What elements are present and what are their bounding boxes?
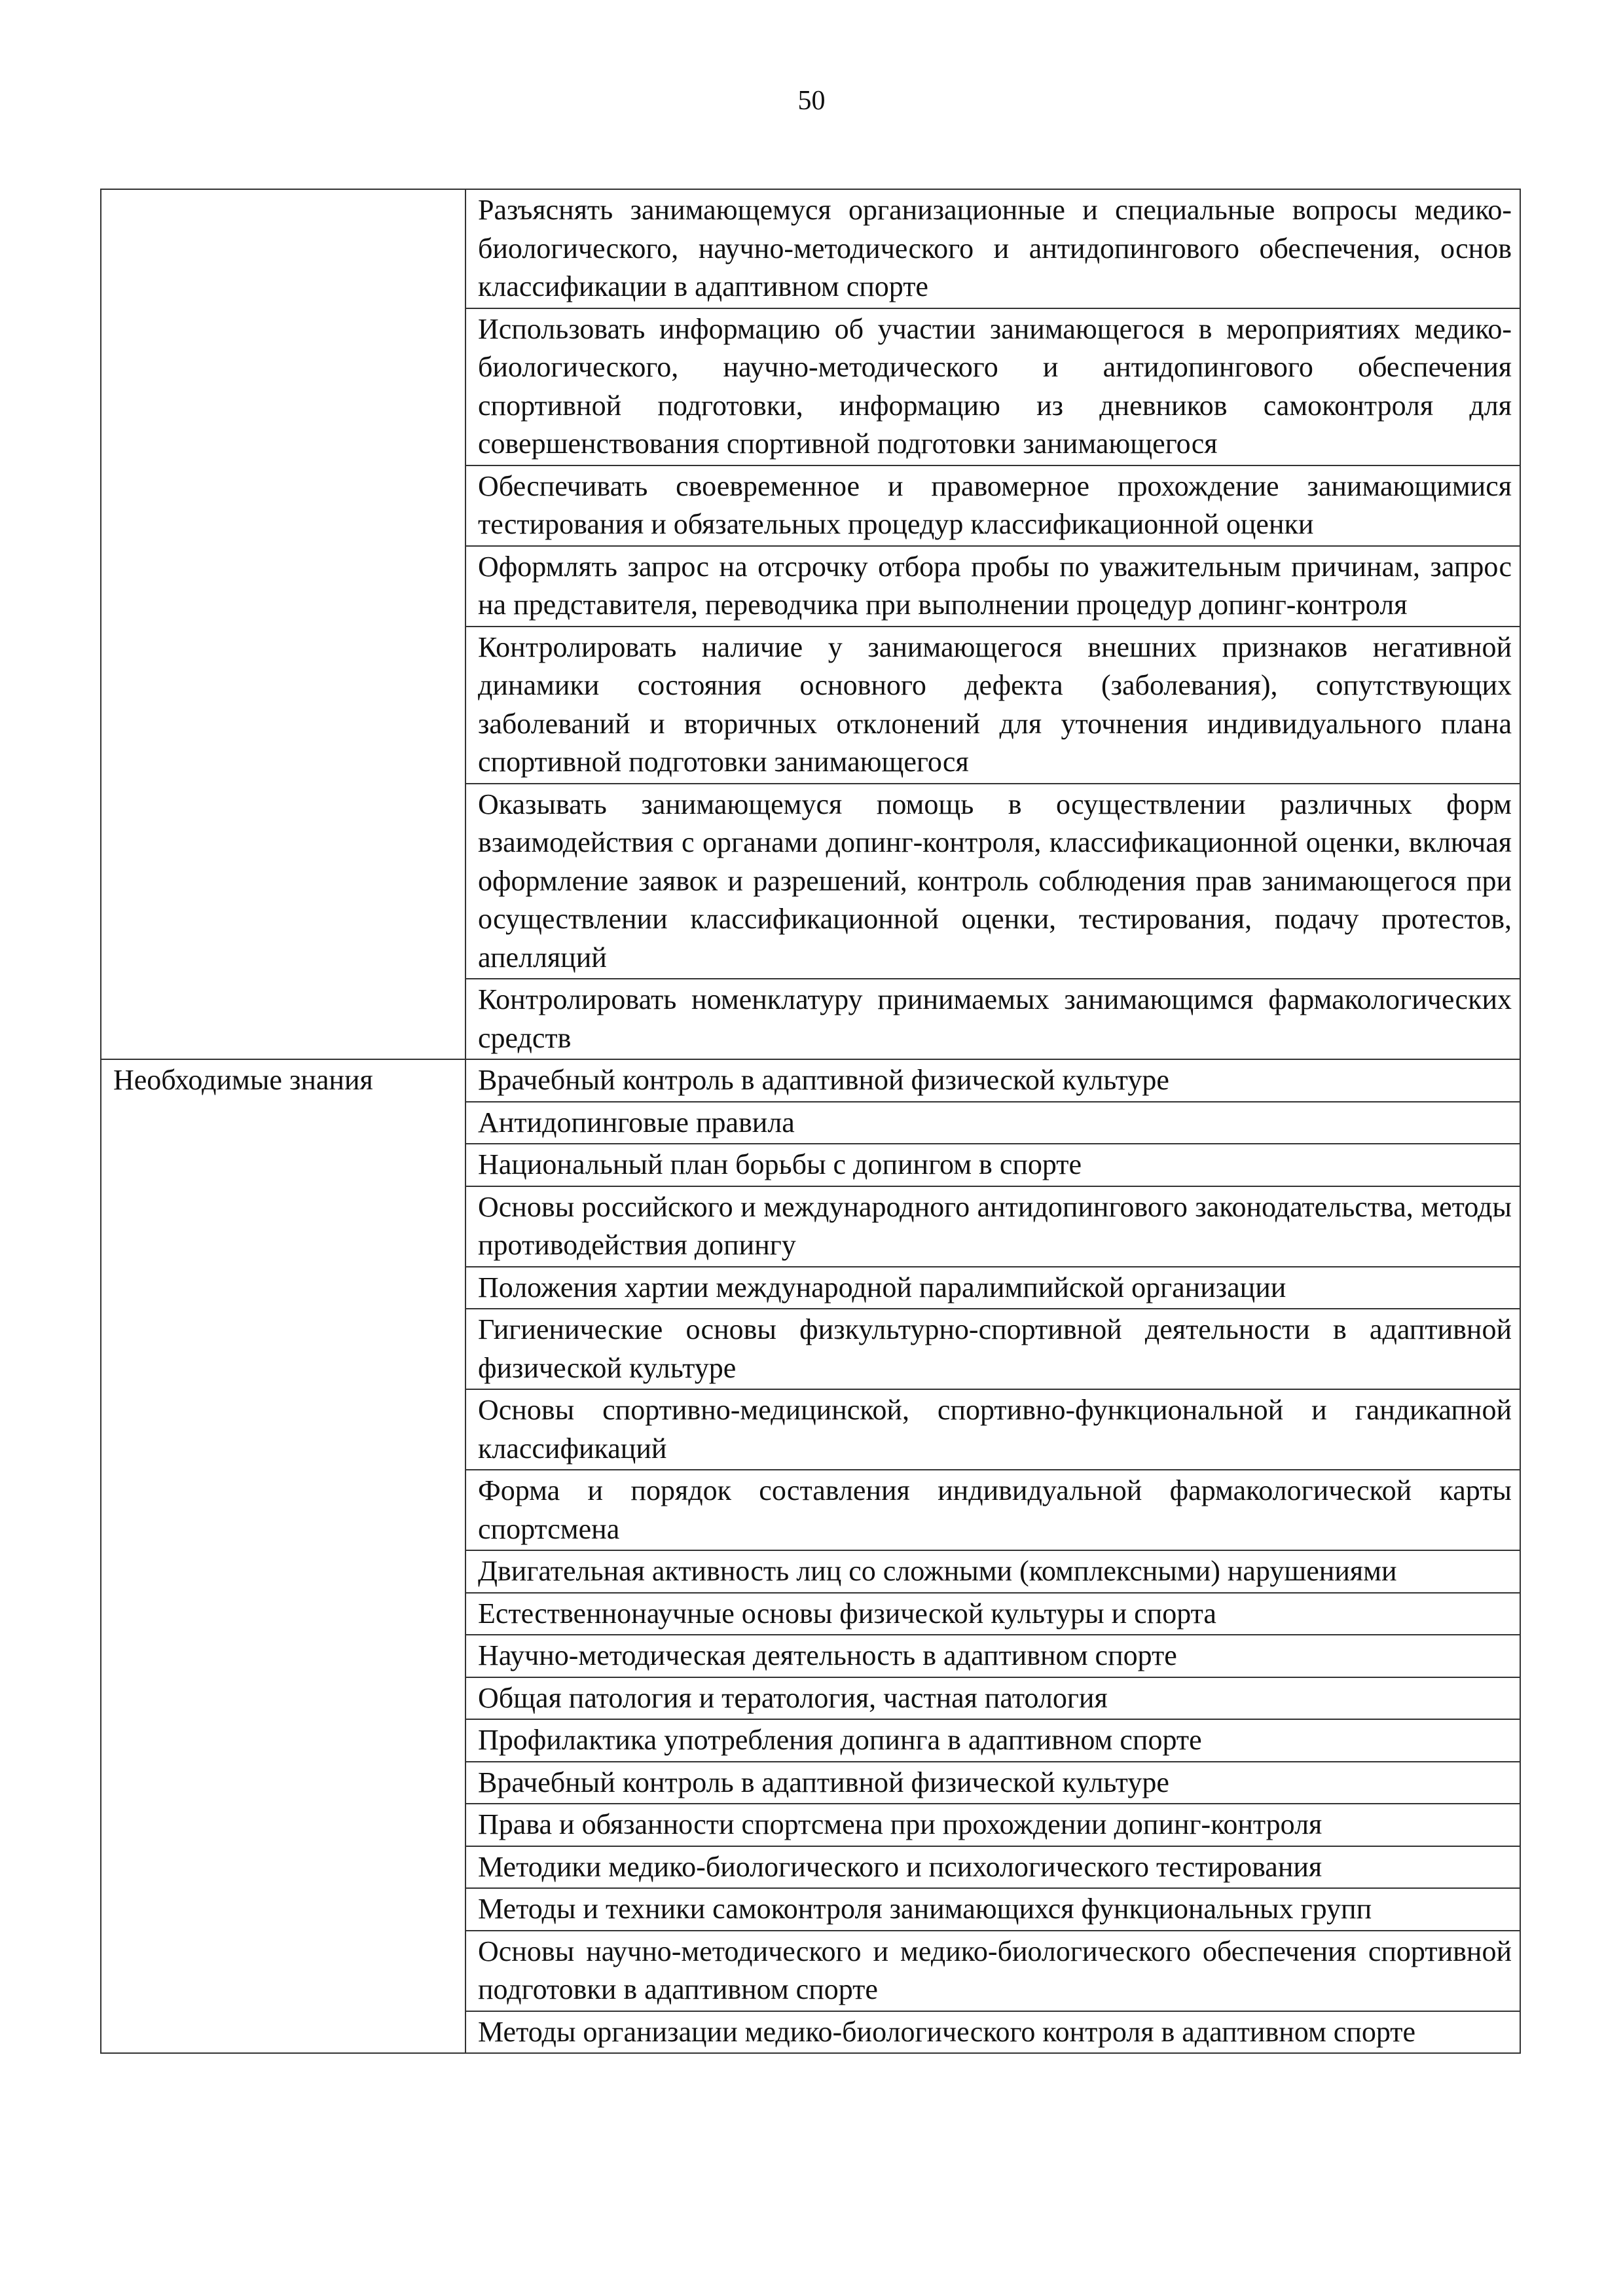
knowledge-item: Основы спортивно-медицинской, спортивно-функциональной и гандикапной классификаций xyxy=(465,1389,1520,1470)
knowledge-item: Основы российского и международного антидопингового законодательства, методы противодействия допингу xyxy=(465,1186,1520,1267)
knowledge-item: Права и обязанности спортсмена при прохождении допинг-контроля xyxy=(465,1804,1520,1846)
knowledge-item: Естественнонаучные основы физической культуры и спорта xyxy=(465,1593,1520,1635)
page-number: 50 xyxy=(797,86,826,116)
competency-table xyxy=(100,189,1521,2054)
skill-item: Обеспечивать своевременное и правомерное прохождение занимающимися тестирования и обязательных процедур классификационной оценки xyxy=(465,465,1520,546)
table-row xyxy=(101,1059,1520,1102)
knowledge-item: Методы и техники самоконтроля занимающихся функциональных групп xyxy=(465,1888,1520,1931)
skill-item: Оформлять запрос на отсрочку отбора пробы по уважительным причинам, запрос на представителя, переводчика при выполнении процедур допинг-контроля xyxy=(465,546,1520,627)
knowledge-item: Врачебный контроль в адаптивной физической культуре xyxy=(465,1762,1520,1804)
skill-item: Использовать информацию об участии занимающегося в мероприятиях медико-биологического, научно-методического и антидопингового обеспечения спортивной подготовки, информацию из дневников самоконтроля для совершенствования спортивной подготовки занимающегося xyxy=(465,308,1520,465)
knowledge-item: Положения хартии международной паралимпийской организации xyxy=(465,1267,1520,1309)
knowledge-item: Антидопинговые правила xyxy=(465,1102,1520,1144)
knowledge-item: Форма и порядок составления индивидуальной фармакологической карты спортсмена xyxy=(465,1470,1520,1550)
knowledge-item: Научно-методическая деятельность в адаптивном спорте xyxy=(465,1635,1520,1677)
skill-item: Разъяснять занимающемуся организационные и специальные вопросы медико-биологического, научно-методического и антидопингового обеспечения, основ классификации в адаптивном спорте xyxy=(465,189,1520,308)
table-row xyxy=(101,189,1520,308)
skill-item: Оказывать занимающемуся помощь в осуществлении различных форм взаимодействия с органами допинг-контроля, классификационной оценки, включая оформление заявок и разрешений, контроль соблюдения прав занимающегося при осуществлении классификационной оценки, тестирования, подачу протестов, апелляций xyxy=(465,784,1520,979)
knowledge-item: Двигательная активность лиц со сложными (комплексными) нарушениями xyxy=(465,1550,1520,1593)
knowledge-item: Методики медико-биологического и психологического тестирования xyxy=(465,1846,1520,1889)
knowledge-item: Общая патология и тератология, частная патология xyxy=(465,1677,1520,1720)
knowledge-item: Методы организации медико-биологического контроля в адаптивном спорте xyxy=(465,2011,1520,2054)
skills-label-cell xyxy=(101,189,465,1059)
knowledge-item: Национальный план борьбы с допингом в спорте xyxy=(465,1144,1520,1186)
knowledge-label-cell: Необходимые знания xyxy=(101,1059,465,2053)
skill-item: Контролировать наличие у занимающегося внешних признаков негативной динамики состояния основного дефекта (заболевания), сопутствующих заболеваний и вторичных отклонений для уточнения индивидуального плана спортивной подготовки занимающегося xyxy=(465,627,1520,784)
knowledge-item: Врачебный контроль в адаптивной физической культуре xyxy=(465,1059,1520,1102)
knowledge-item: Основы научно-методического и медико-биологического обеспечения спортивной подготовки в адаптивном спорте xyxy=(465,1931,1520,2011)
knowledge-item: Профилактика употребления допинга в адаптивном спорте xyxy=(465,1719,1520,1762)
skill-item: Контролировать номенклатуру принимаемых занимающимся фармакологических средств xyxy=(465,979,1520,1059)
knowledge-item: Гигиенические основы физкультурно-спортивной деятельности в адаптивной физической культуре xyxy=(465,1309,1520,1389)
